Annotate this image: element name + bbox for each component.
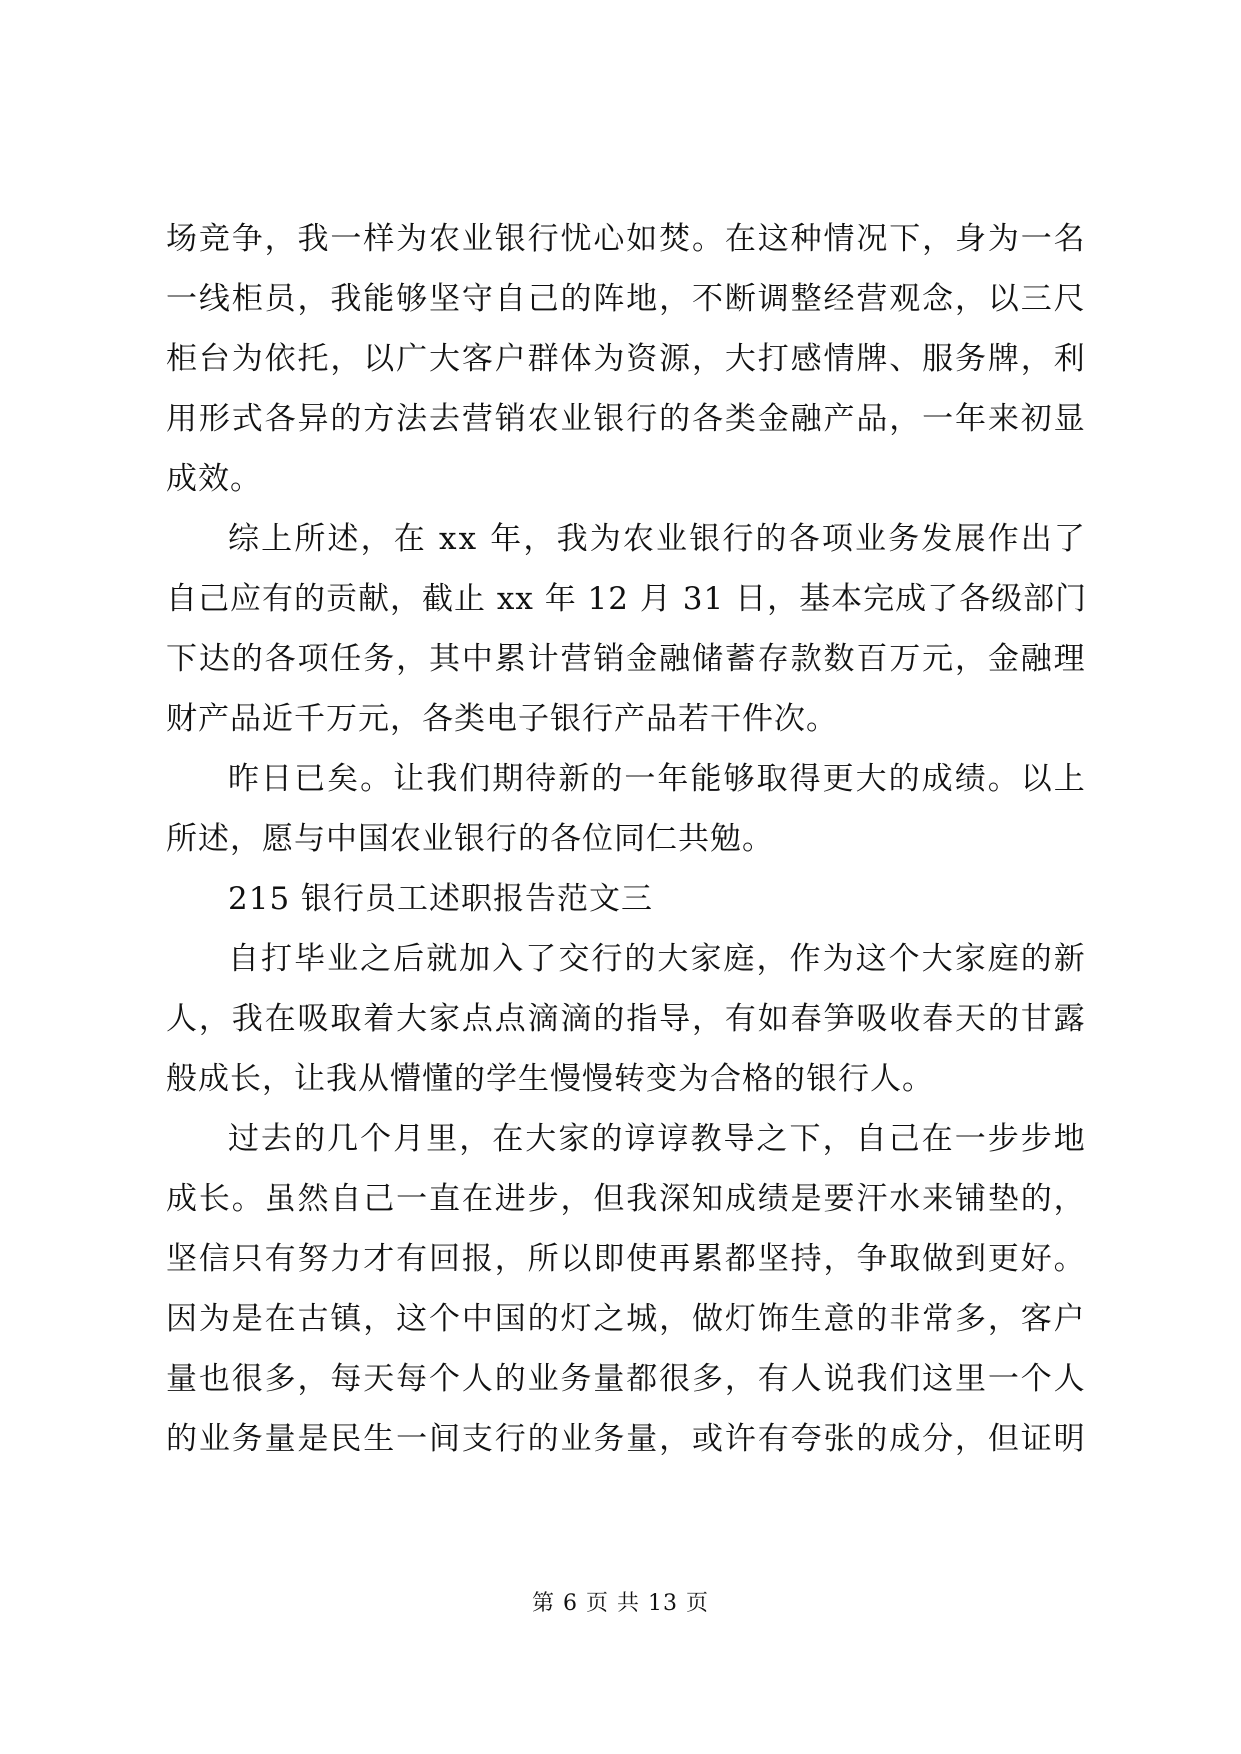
text-line: 坚 信 只 有 努 力 才 有 回 报 ， 所 以 即 使 再 累 都 坚 持 ， 争 取 做 到 更 好 。: [166, 1241, 1086, 1277]
text-line: 的 业 务 量 是 民 生 一 间 支 行 的 业 务 量 ， 或 许 有 夸 张 的 成 分 ， 但 证 明: [166, 1421, 1086, 1457]
text-line: 量 也 很 多 ， 每 天 每 个 人 的 业 务 量 都 很 多 ， 有 人 说 我 们 这 里 一 个 人: [166, 1361, 1086, 1397]
text-line: 财产品近千万元，各类电子银行产品若干件次。: [166, 701, 838, 737]
page-number: 第 6 页 共 13 页: [532, 1591, 709, 1616]
text-line: 成效。: [166, 461, 262, 497]
text-line: 昨 日 已 矣 。 让 我 们 期 待 新 的 一 年 能 够 取 得 更 大 的 成 绩 。 以 上: [228, 761, 1086, 797]
text-line: 柜 台 为 依 托 ， 以 广 大 客 户 群 体 为 资 源 ， 大 打 感 情 牌 、 服 务 牌 ， 利: [166, 341, 1086, 377]
text-line: 用 形 式 各 异 的 方 法 去 营 销 农 业 银 行 的 各 类 金 融 产 品 ， 一 年 来 初 显: [166, 401, 1086, 437]
text-line: 一 线 柜 员 ， 我 能 够 坚 守 自 己 的 阵 地 ， 不 断 调 整 经 营 观 念 ， 以 三 尺: [166, 281, 1086, 317]
text-line: 人 ， 我 在 吸 取 着 大 家 点 点 滴 滴 的 指 导 ， 有 如 春 笋 吸 收 春 天 的 甘 露: [166, 1001, 1086, 1037]
text-line: 般成长，让我从懵懂的学生慢慢转变为合格的银行人。: [166, 1061, 934, 1097]
text-line: 因 为 是 在 古 镇 ， 这 个 中 国 的 灯 之 城 ， 做 灯 饰 生 意 的 非 常 多 ， 客 户: [166, 1301, 1086, 1337]
text-line: 成 长 。 虽 然 自 己 一 直 在 进 步 ， 但 我 深 知 成 绩 是 要 汗 水 来 铺 垫 的 ，: [166, 1181, 1086, 1217]
section-heading: 215 银行员工述职报告范文三: [228, 881, 654, 917]
text-line: 过 去 的 几 个 月 里 ， 在 大 家 的 谆 谆 教 导 之 下 ， 自 己 在 一 步 步 地: [228, 1121, 1086, 1157]
text-line: 所述，愿与中国农业银行的各位同仁共勉。: [166, 821, 774, 857]
text-line: 场 竞 争 ， 我 一 样 为 农 业 银 行 忧 心 如 焚 。 在 这 种 情 况 下 ， 身 为 一 名: [166, 221, 1086, 257]
text-line: 综 上 所 述 ， 在 x x 年 ， 我 为 农 业 银 行 的 各 项 业 务 发 展 作 出 了: [228, 521, 1086, 557]
text-line: 下 达 的 各 项 任 务 ， 其 中 累 计 营 销 金 融 储 蓄 存 款 数 百 万 元 ， 金 融 理: [166, 641, 1086, 677]
text-line: 自 己 应 有 的 贡 献 ， 截 止 x x 年 1 2 月 3 1 日 ， 基 本 完 成 了 各 级 部 门: [166, 581, 1088, 617]
text-line: 自 打 毕 业 之 后 就 加 入 了 交 行 的 大 家 庭 ， 作 为 这 个 大 家 庭 的 新: [228, 941, 1086, 977]
